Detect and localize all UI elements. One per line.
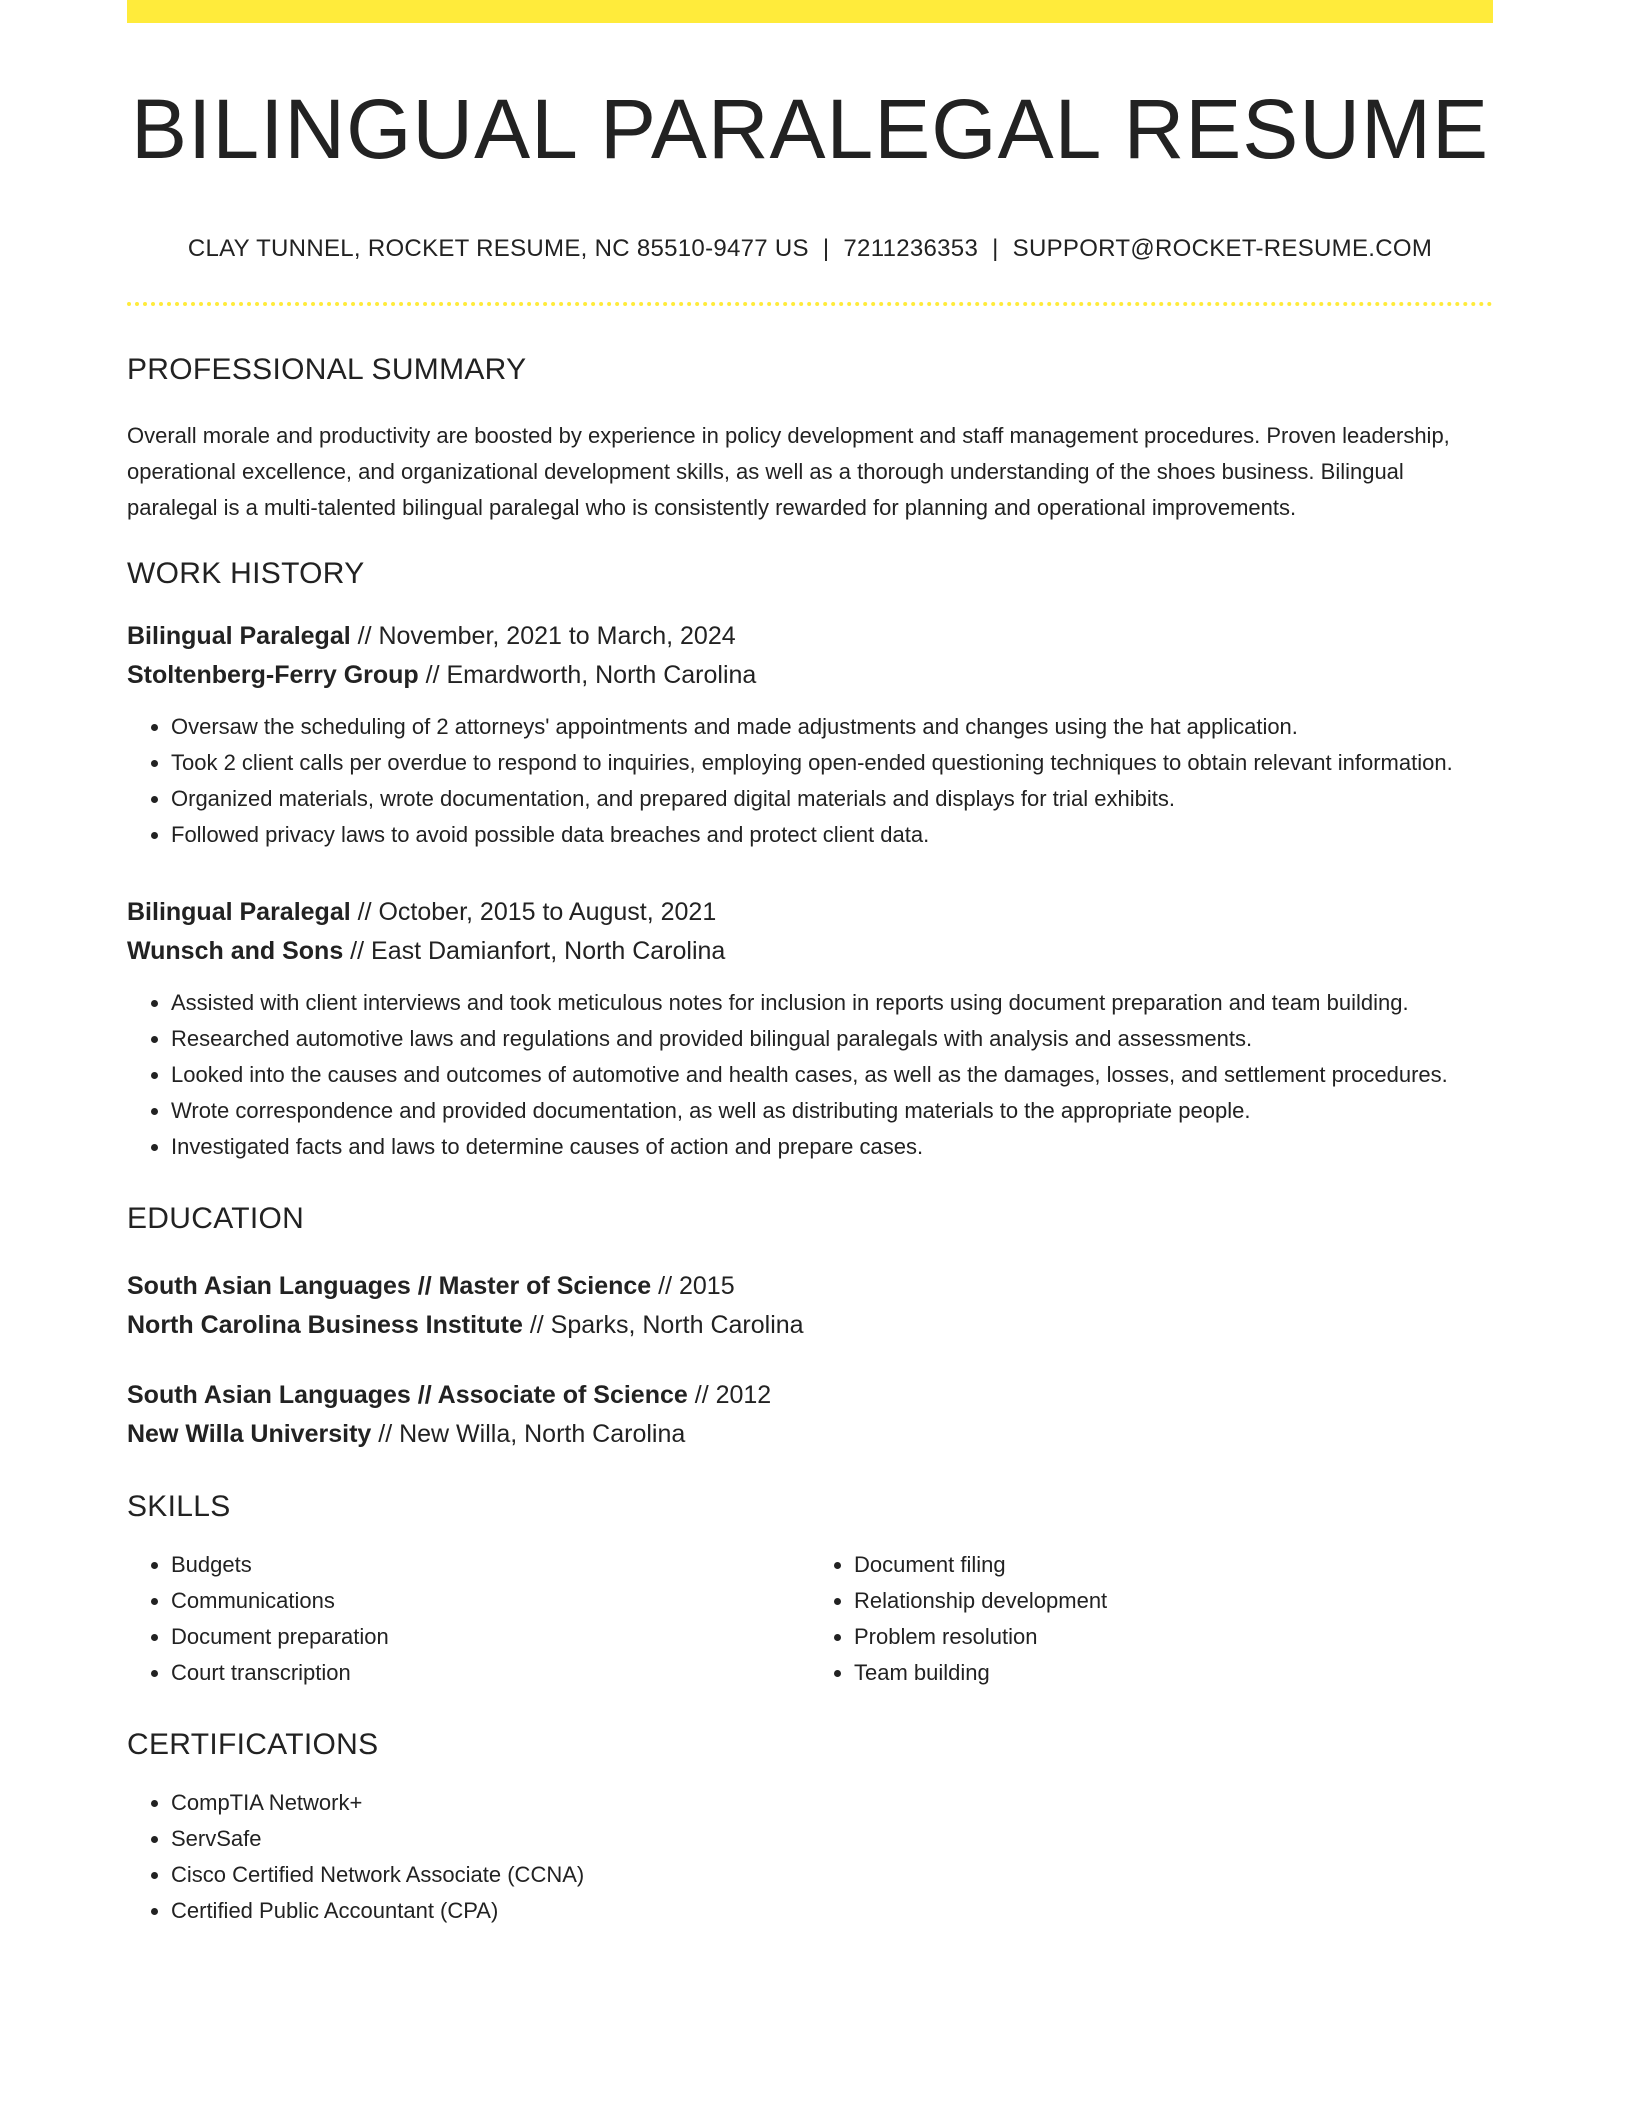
job-company-line [127,656,1493,695]
degree-year: // 2012 [687,1381,772,1410]
list-item: • Investigated facts and laws to determine causes of action and prepare cases. [171,1129,1493,1165]
list-item: • Budgets [171,1547,810,1583]
list-item: • Certified Public Accountant (CPA) [171,1893,1493,1929]
contact-phone: 7211236353 [843,235,979,263]
top-accent-bar [127,0,1493,23]
skills-column-right [810,1547,1493,1691]
skills-heading: SKILLS [127,1490,231,1524]
education-entry [127,1267,1493,1345]
job-title-line [127,893,1493,932]
job-title-line [127,617,1493,656]
work-history-heading: WORK HISTORY [127,557,365,591]
contact-address: CLAY TUNNEL, ROCKET RESUME, NC 85510-9477 US [187,235,809,263]
degree-year: // 2015 [651,1272,735,1301]
list-item: • Followed privacy laws to avoid possible data breaches and protect client data. [171,817,1493,853]
certifications-list [127,1785,1493,1929]
contact-email: SUPPORT@ROCKET-RESUME.COM [1012,235,1433,263]
list-item: • Researched automotive laws and regulations and provided bilingual paralegals with analysis and assessments. [171,1021,1493,1057]
school-name: New Willa University [127,1420,372,1449]
contact-line [127,235,1493,264]
list-item: • ServSafe [171,1821,1493,1857]
list-item: • Communications [171,1583,810,1619]
list-item: • Team building [854,1655,1493,1691]
certifications-heading: CERTIFICATIONS [127,1728,379,1762]
list-item: • Oversaw the scheduling of 2 attorneys' appointments and made adjustments and changes using the hat application. [171,709,1493,745]
list-item: • Wrote correspondence and provided documentation, as well as distributing materials to the appropriate people. [171,1093,1493,1129]
job-title: Bilingual Paralegal [127,898,351,927]
list-item: • Relationship development [854,1583,1493,1619]
list-item: • CompTIA Network+ [171,1785,1493,1821]
job-company-line [127,932,1493,971]
school-location: // Sparks, North Carolina [522,1311,804,1340]
resume-page [127,0,1493,1929]
job-title: Bilingual Paralegal [127,622,351,651]
job-entry [127,617,1493,853]
school-location: // New Willa, North Carolina [371,1420,686,1449]
list-item: • Document filing [854,1547,1493,1583]
list-item: • Cisco Certified Network Associate (CCNA) [171,1857,1493,1893]
degree-line [127,1267,1493,1306]
skills-grid [127,1547,1493,1691]
contact-separator: | [992,235,999,263]
summary-heading: PROFESSIONAL SUMMARY [127,353,527,387]
list-item: • Assisted with client interviews and took meticulous notes for inclusion in reports using document preparation and team building. [171,985,1493,1021]
list-item: • Court transcription [171,1655,810,1691]
list-item: • Took 2 client calls per overdue to respond to inquiries, employing open-ended questioning techniques to obtain relevant information. [171,745,1493,781]
school-name: North Carolina Business Institute [127,1311,523,1340]
job-bullets [127,985,1493,1165]
degree: South Asian Languages // Associate of Science [127,1381,688,1410]
contact-separator: | [822,235,830,263]
list-item: • Organized materials, wrote documentation, and prepared digital materials and displays for trial exhibits. [171,781,1493,817]
school-line [127,1306,1493,1345]
job-company: Stoltenberg-Ferry Group [127,661,419,690]
education-entry [127,1376,1493,1454]
list-item: • Problem resolution [854,1619,1493,1655]
education-heading: EDUCATION [127,1202,305,1236]
job-dates: // November, 2021 to March, 2024 [350,622,736,651]
job-location: // Emardworth, North Carolina [418,661,757,690]
degree-line [127,1376,1493,1415]
list-item: • Document preparation [171,1619,810,1655]
job-entry [127,893,1493,1165]
degree: South Asian Languages // Master of Science [127,1272,652,1301]
dotted-divider [127,302,1493,306]
job-bullets [127,709,1493,853]
school-line [127,1415,1493,1454]
resume-title: BILINGUAL PARALEGAL RESUME [131,82,1489,176]
summary-text: Overall morale and productivity are boosted by experience in policy development and staff management procedures. Proven leadership, operational excellence, and organizational development skills, as well as a thorough understanding of the shoes business. Bilingual paralegal is a multi-talented bilingual paralegal who is consistently rewarded for planning and operational improvements. [127,423,1450,521]
skills-column-left [127,1547,810,1691]
job-dates: // October, 2015 to August, 2021 [350,898,717,927]
job-location: // East Damianfort, North Carolina [343,937,726,966]
job-company: Wunsch and Sons [127,937,344,966]
list-item: • Looked into the causes and outcomes of automotive and health cases, as well as the damages, losses, and settlement procedures. [171,1057,1493,1093]
